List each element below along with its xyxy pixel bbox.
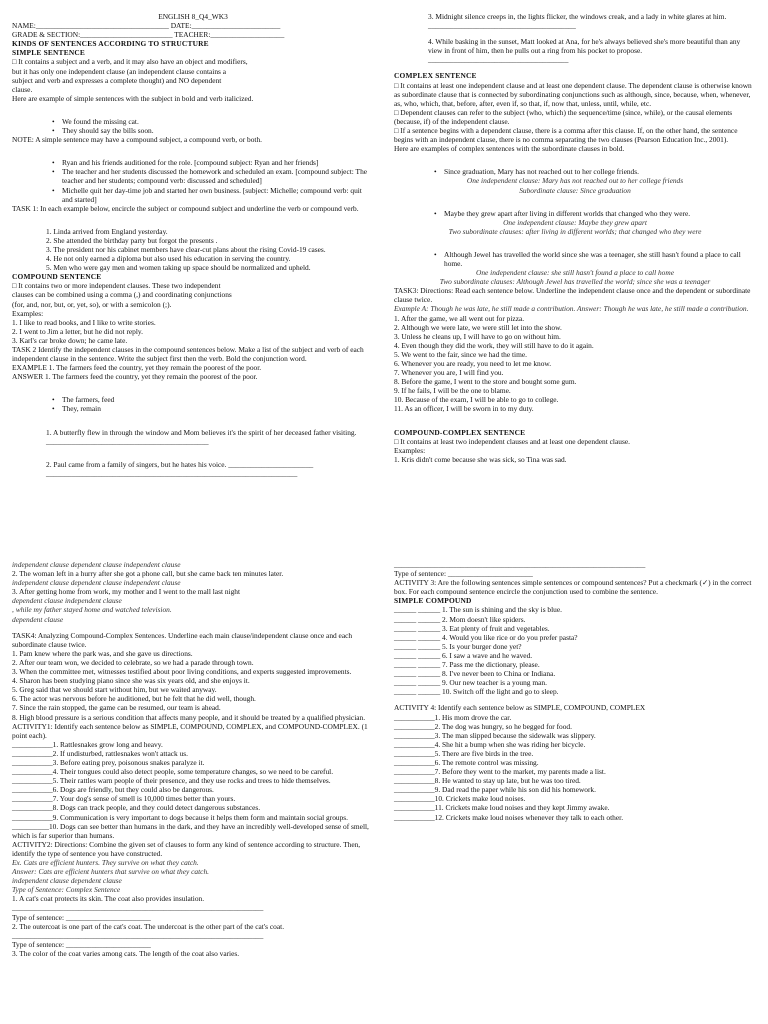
spacer (394, 30, 756, 37)
text-line: □ It contains a subject and a verb, and it may also have an object and modifiers, (12, 57, 248, 67)
text-line: TASK 1: In each example below, encircle the subject or compound subject and underline the verb or compound verb. (12, 203, 359, 213)
text-line: dependent clause independent clause (12, 596, 122, 606)
text-line: ___________9. Dad read the paper while his son did his homework. (394, 785, 596, 795)
text-line: 1. Linda arrived from England yesterday. (46, 226, 168, 236)
text-line: • The teacher and her students discussed the homework and scheduled an exam. [compound subject: The teacher and her students; compound verb: discussed and scheduled] (12, 167, 374, 185)
text-line: ___________9. Communication is very important to dogs because it helps them form and maintain social groups. (12, 812, 349, 822)
section-heading: KINDS OF SENTENCES ACCORDING TO STRUCTURE (12, 39, 209, 49)
text-line: ACTIVITY 3: Are the following sentences simple sentences or compound sentences? Put a checkmark (✓) in the correct box. For each compound sentence encircle the conjunction used to combine the sentence. (394, 578, 752, 597)
text-line: ____________________________________________________________________ (12, 903, 264, 913)
text-line: □ It contains at least two independent clauses and at least one dependent clause. (394, 436, 630, 446)
text-line: Here are examples of complex sentences with the subordinate clauses in bold. (394, 144, 625, 154)
text-line: 9. If he fails, I will be the one to blame. (394, 386, 511, 396)
text-line: 4. While basking in the sunset, Matt looked at Ana, for he's always believed she's more beautiful than any view in front of him, then he pulls out a ring from his pocket to propose. ______________________________________ (428, 37, 741, 65)
text-line: 2. Paul came from a family of singers, but he hates his voice. _______________________ (46, 459, 314, 469)
text-line: 8. High blood pressure is a serious condition that affects many people, and it should be treated by a qualified physician. (12, 712, 366, 722)
text-line: 2. The outercoat is one part of the cat's coat. The undercoat is the other part of the cat's coat. (12, 921, 285, 931)
text-line: One independent clause: she still hasn't found a place to call home (475, 268, 674, 278)
text-line: ______ ______ 6. I saw a wave and he waved. (394, 650, 533, 660)
text-line: 1. A cat's coat protects its skin. The coat also provides insulation. (12, 894, 205, 904)
text-line: independent clause dependent clause (12, 876, 122, 886)
text-line: 1. After the game, we all went out for pizza. (394, 313, 525, 323)
section-heading: SIMPLE SENTENCE (12, 48, 86, 58)
text-line: 3. The president nor his cabinet members have clear-cut plans about the rising Covid-19 cases. (46, 244, 326, 254)
text-line: NOTE: A simple sentence may have a compound subject, a compound verb, or both. (12, 135, 262, 145)
text-line: ___________4. She hit a bump when she was riding her bicycle. (394, 739, 586, 749)
spacer (394, 64, 756, 71)
text-line: □ It contains two or more independent clauses. These two independent (12, 281, 221, 291)
text-line: ____________________________________________________________________ (394, 560, 646, 569)
text-line: ___________12. Crickets make loud noises whenever they talk to each other. (394, 812, 624, 822)
text-line: (for, and, nor, but, or, yet, so), or with a semicolon (;). (12, 299, 172, 309)
text-line: ___________2. The dog was hungry, so he begged for food. (394, 721, 572, 731)
text-line: subject and verb and expresses a complete thought) and NO dependent (12, 75, 222, 85)
text-line: ___________6. Dogs are friendly, but they could also be dangerous. (12, 785, 214, 795)
text-line: dependent clause (12, 614, 64, 624)
spacer (12, 213, 374, 227)
text-line: Two subordinate clauses: Although Jewel has travelled the world; since she was a teenager (439, 277, 711, 287)
text-line: ___________5. There are five birds in the tree. (394, 748, 534, 758)
text-line: 2. I went to Jim a letter, but he did not reply. (12, 326, 143, 336)
spacer (394, 696, 756, 703)
text-line: Ex. Cats are efficient hunters. They survive on what they catch. (12, 858, 199, 867)
text-line: 3. Unless he cleans up, I will have to go on without him. (394, 331, 561, 341)
text-line: Example A: Though he was late, he still made a contribution. Answer: Though he was late, he still made a contribution. (394, 304, 749, 314)
text-line: One independent clause: Maybe they grew apart (503, 217, 647, 227)
spacer (394, 414, 756, 428)
text-line: 1. Kris didn't come because she was sick, so Tina was sad. (394, 454, 567, 464)
text-line: ______ ______ 10. Switch off the light and go to sleep. (394, 687, 559, 697)
text-line: independent clause dependent clause independent clause (12, 578, 181, 588)
text-line: 3. After getting home from work, my mother and I went to the mall last night (12, 587, 241, 597)
text-line: ___________3. The man slipped because the sidewalk was slippery. (394, 730, 596, 740)
text-line: __________10. Dogs can see better than humans in the dark, and they have an incredibly well-developed sense of smell, which is far superior than humans. (12, 821, 369, 840)
text-line: □ If a sentence begins with a dependent clause, there is a comma after this clause. If, on the other hand, the sentence begins with an independent clause, there is no comma separating the two clauses (Pearson Education Inc., 2001). (394, 126, 738, 145)
text-line: • Ryan and his friends auditioned for the role. [compound subject: Ryan and her friends] (12, 158, 374, 167)
text-line: 2. She attended the birthday party but forgot the presents . (46, 235, 218, 245)
text-line: ____________________________________________________________________ (12, 930, 264, 940)
text-line: ______ ______ 2. Mom doesn't like spiders. (394, 614, 526, 624)
text-line: TASK 2 Identify the independent clauses in the compound sentences below. Make a list of the subject and verb of each independent clause in the sentence. Write the subject first then the verb. Bold the conjunction word. (12, 345, 364, 364)
text-line: , while my father stayed home and watched television. (12, 605, 172, 615)
text-line: but it has only one independent clause (an independent clause contains a (12, 66, 227, 76)
text-line: • Since graduation, Mary has not reached out to her college friends. (394, 167, 756, 176)
spacer (394, 195, 756, 209)
text-line: clause. (12, 84, 33, 94)
text-line: □ It contains at least one independent clause and at least one dependent clause. The dependent clause is otherwise known as subordinate clause that is connected by subordinating conjunctions such as although, since, because, when, whenever, as, who, which, that, before, after, even if, so that, if, now that, unless, until, while, etc. (394, 80, 752, 108)
text-line: 3. The color of the coat varies among cats. The length of the coat also varies. (12, 948, 240, 958)
text-line: 8. Before the game, I went to the store and bought some gum. (394, 377, 577, 387)
text-line: 5. We went to the fair, since we had the time. (394, 349, 527, 359)
spacer (394, 153, 756, 167)
text-line: One independent clause: Mary has not reached out to her college friends (466, 176, 684, 186)
text-line: 1. I like to read books, and I like to write stories. (12, 317, 156, 327)
text-line: • They, remain (12, 404, 374, 413)
text-line: 5. Men who were gay men and women taking up space should be normalized and upheld. (46, 263, 311, 273)
text-line: Examples: (12, 308, 44, 318)
spacer (12, 381, 374, 395)
text-line: Type of sentence: _______________________ (12, 912, 151, 922)
text-line: 6. The actor was nervous before he auditioned, but he felt that he did well, though. (12, 694, 256, 704)
text-line: ______ ______ 5. Is your burger done yet? (394, 641, 522, 651)
section-heading: COMPOUND SENTENCE (12, 272, 102, 282)
spacer (12, 446, 374, 460)
column-bottom-left (12, 560, 374, 958)
text-line: GRADE & SECTION:_________________________ TEACHER:____________________ (12, 30, 285, 40)
text-line: TASK4: Analyzing Compound-Complex Sentences. Underline each main clause/independent clause once and each subordinate clause twice. (12, 630, 353, 649)
text-line: □ Dependent clauses can refer to the subject (who, which) the sequence/time (since, while), or the causal elements (because, if) of the independent clause. (394, 107, 733, 126)
text-line: 1. A butterfly flew in through the window and Mom believes it's the spirit of her deceased father visiting. ____________________________________________ (46, 427, 357, 446)
text-line: 2. Although we were late, we were still let into the show. (394, 322, 562, 332)
column-top-right (394, 12, 756, 464)
spacer (12, 144, 374, 158)
text-line: ___________1. His mom drove the car. (394, 712, 512, 722)
text-line: 3. Midnight silence creeps in, the lights flicker, the windows creak, and a lady in white glares at him. ________________________________________ (428, 12, 727, 31)
text-line: Here are example of simple sentences with the subject in bold and verb italicized. (12, 93, 254, 103)
spacer (12, 414, 374, 428)
text-line: clauses can be combined using a comma (,) and coordinating conjunctions (12, 290, 232, 300)
text-line: ______ ______ 1. The sun is shining and the sky is blue. (394, 605, 562, 615)
text-line: • They should say the bills soon. (12, 126, 374, 135)
text-line: TASK3: Directions: Read each sentence below. Underline the independent clause once and the dependent or subordinate clause twice. (394, 286, 751, 305)
text-line: NAME:____________________________________ DATE:________________________ (12, 21, 281, 31)
text-line: ___________11. Crickets make loud noises and they kept Jimmy awake. (394, 803, 610, 813)
text-line: ACTIVITY1: Identify each sentence below as SIMPLE, COMPOUND, COMPLEX, and COMPOUND-COMPLEX. (1 point each). (12, 721, 368, 740)
text-line: ___________5. Their rattles warn people of their presence, and they use rocks and trees to hide themselves. (12, 776, 331, 786)
text-line: 10. Because of the exam, I will be able to go to college. (394, 395, 559, 405)
section-heading: COMPOUND-COMPLEX SENTENCE (394, 427, 526, 437)
text-line: ___________1. Rattlesnakes grow long and heavy. (12, 739, 163, 749)
text-line: 3. Karl's car broke down; he came late. (12, 335, 128, 345)
text-line: • We found the missing cat. (12, 117, 374, 126)
text-line: ___________8. He wanted to stay up late, but he was too tired. (394, 776, 581, 786)
text-line: ___________3. Before eating prey, poisonous snakes paralyze it. (12, 757, 205, 767)
text-line: ______ ______ 4. Would you like rice or do you prefer pasta? (394, 632, 578, 642)
text-line: 2. After our team won, we decided to celebrate, so we had a parade through town. (12, 657, 254, 667)
text-line: 2. The woman left in a hurry after she got a phone call, but she came back ten minutes later. (12, 569, 284, 579)
spacer (12, 103, 374, 117)
text-line: independent clause dependent clause independent clause (12, 560, 181, 569)
text-line: ANSWER 1. The farmers feed the country, yet they remain the poorest of the poor. (12, 372, 258, 382)
text-line: EXAMPLE 1. The farmers feed the country, yet they remain the poorest of the poor. (12, 363, 262, 373)
spacer (12, 624, 374, 631)
section-heading: SIMPLE COMPOUND (394, 596, 472, 606)
text-line: ACTIVITY2: Directions: Combine the given set of clauses to form any kind of sentence according to structure. Then, identify the type of sentence you have constructed. (12, 839, 361, 858)
text-line: Answer: Cats are efficient hunters that survive on what they catch. (12, 867, 209, 877)
text-line: ___________8. Dogs can track people, and they could detect dangerous substances. (12, 803, 261, 813)
text-line: • Although Jewel has travelled the world since she was a teenager, she still hasn't found a place to call home. (394, 250, 756, 268)
text-line: • Michelle quit her day-time job and started her own business. [subject: Michelle; compound verb: quit and started] (12, 186, 374, 204)
column-bottom-right (394, 560, 756, 822)
text-line: ___________6. The remote control was missing. (394, 757, 539, 767)
text-line: ___________7. Your dog's sense of smell is 10,000 times better than yours. (12, 794, 236, 804)
column-top-left (12, 12, 374, 478)
text-line: Type of sentence: _______________________ (394, 569, 533, 579)
text-line: ENGLISH 8_Q4_WK3 (158, 12, 228, 21)
text-line: ACTIVITY 4: Identify each sentence below as SIMPLE, COMPOUND, COMPLEX (394, 703, 646, 713)
text-line: Examples: (394, 445, 426, 455)
section-heading: COMPLEX SENTENCE (394, 71, 477, 81)
text-line: 4. Even though they did the work, they will still have to do it again. (394, 340, 594, 350)
text-line: 11. As an officer, I will be sworn in to my duty. (394, 404, 534, 414)
text-line: • The farmers, feed (12, 395, 374, 404)
text-line: 5. Greg said that we should start without him, but we waited anyway. (12, 685, 217, 695)
text-line: ______ ______ 9. Our new teacher is a young man. (394, 678, 547, 688)
text-line: ___________2. If undisturbed, rattlesnakes won't attack us. (12, 748, 189, 758)
text-line: ___________10. Crickets make loud noises. (394, 794, 526, 804)
text-line: ______ ______ 8. I've never been to China or Indiana. (394, 669, 556, 679)
text-line: 6. Whenever you are ready, you need to let me know. (394, 359, 552, 368)
text-line: ____________________________________________________________________ (46, 468, 298, 478)
text-line: ___________7. Before they went to the market, my parents made a list. (394, 767, 606, 777)
text-line: Two subordinate clauses: after living in different worlds; that changed who they were (448, 226, 702, 236)
text-line: 4. Sharon has been studying piano since she was six years old, and she enjoys it. (12, 676, 250, 686)
text-line: 4. He not only earned a diploma but also used his education in serving the country. (46, 254, 291, 264)
text-line: Type of sentence: _______________________ (12, 939, 151, 949)
text-line: Subordinate clause: Since graduation (519, 185, 631, 195)
text-line: ______ ______ 3. Eat plenty of fruit and vegetables. (394, 623, 550, 633)
text-line: 7. Since the rain stopped, the game can be resumed, our team is ahead. (12, 703, 221, 713)
text-line: ______ ______ 7. Pass me the dictionary, please. (394, 660, 540, 670)
spacer (394, 236, 756, 250)
text-line: 3. When the committee met, witnesses testified about poor living conditions, and experts suggested improvements. (12, 667, 352, 677)
text-line: 7. Whenever you are, I will find you. (394, 368, 504, 378)
text-line: 1. Pam knew where the park was, and she gave us directions. (12, 648, 193, 658)
text-line: • Maybe they grew apart after living in different worlds that changed who they were. (394, 209, 756, 218)
text-line: ___________4. Their tongues could also detect people, some temperature changes, so we need to be careful. (12, 767, 334, 777)
text-line: Type of Sentence: Complex Sentence (12, 885, 121, 895)
